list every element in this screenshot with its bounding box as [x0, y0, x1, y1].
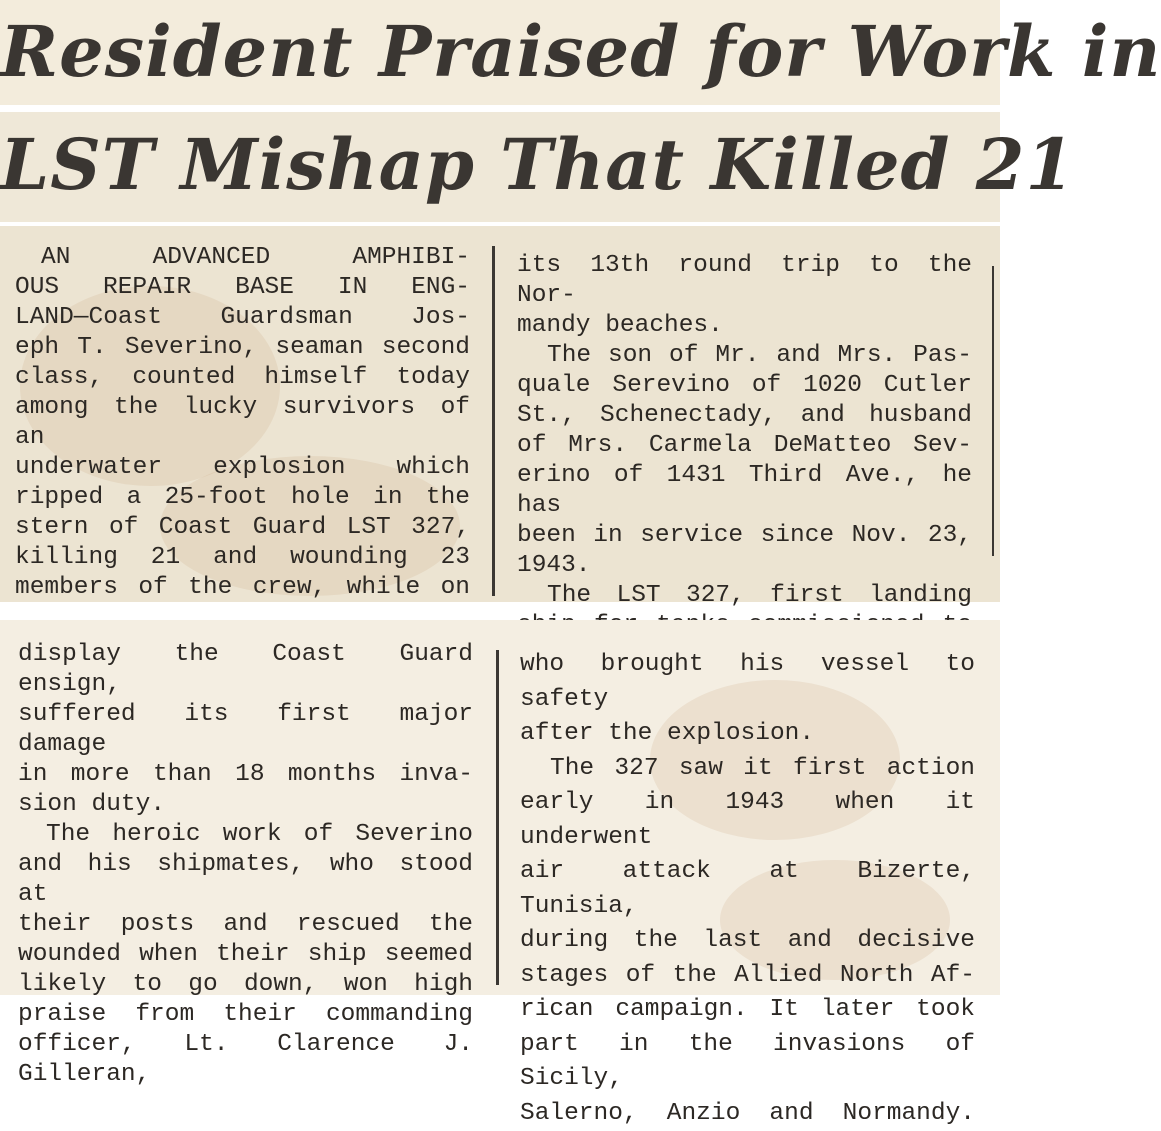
text-line: air attack at Bizerte, Tunisia,: [520, 855, 975, 924]
text-line: underwater explosion which: [15, 453, 470, 483]
text-line: OUS REPAIR BASE IN ENG-: [15, 273, 470, 303]
text-line: erino of 1431 Third Ave., he has: [517, 461, 972, 521]
text-line: class, counted himself today: [15, 363, 470, 393]
text-line: ripped a 25-foot hole in the: [15, 483, 470, 513]
article-column-bottom-left: [18, 640, 473, 1090]
text-line: The LST 327, first landing: [517, 581, 972, 611]
text-line: 1943.: [517, 551, 972, 581]
text-line: LAND—Coast Guardsman Jos-: [15, 303, 470, 333]
text-line: The 327 saw it first action: [520, 752, 975, 787]
text-line: AN ADVANCED AMPHIBI-: [15, 243, 470, 273]
text-line: The son of Mr. and Mrs. Pas-: [517, 341, 972, 371]
article-clipping-bottom: [0, 620, 1000, 995]
column-rule: [492, 246, 495, 596]
text-line: among the lucky survivors of an: [15, 393, 470, 453]
text-line: St., Schenectady, and husband: [517, 401, 972, 431]
text-line: wounded when their ship seemed: [18, 940, 473, 970]
text-line: officer, Lt. Clarence J. Gilleran,: [18, 1030, 473, 1090]
text-line: The heroic work of Severino: [18, 820, 473, 850]
text-line: during the last and decisive: [520, 924, 975, 959]
edge-rule: [992, 266, 994, 556]
text-line: after the explosion.: [520, 717, 975, 752]
text-line: of Mrs. Carmela DeMatteo Sev-: [517, 431, 972, 461]
text-line: and his shipmates, who stood at: [18, 850, 473, 910]
text-line: rican campaign. It later took: [520, 993, 975, 1028]
text-line: likely to go down, won high: [18, 970, 473, 1000]
text-line: sion duty.: [18, 790, 473, 820]
headline-line-1: Resident Praised for Work in: [0, 10, 1000, 94]
text-line: stern of Coast Guard LST 327,: [15, 513, 470, 543]
text-line: eph T. Severino, seaman second: [15, 333, 470, 363]
text-line: Salerno, Anzio and Normandy.: [520, 1097, 975, 1131]
text-line: stages of the Allied North Af-: [520, 959, 975, 994]
text-line: who brought his vessel to safety: [520, 648, 975, 717]
text-line: its 13th round trip to the Nor-: [517, 251, 972, 311]
text-line: display the Coast Guard ensign,: [18, 640, 473, 700]
text-line: mandy beaches.: [517, 311, 972, 341]
text-line: quale Serevino of 1020 Cutler: [517, 371, 972, 401]
text-line: suffered its first major damage: [18, 700, 473, 760]
text-line: been in service since Nov. 23,: [517, 521, 972, 551]
text-line: their posts and rescued the: [18, 910, 473, 940]
article-column-bottom-right: [520, 648, 975, 1131]
text-line: members of the crew, while on: [15, 573, 470, 603]
article-column-top-left: [15, 243, 470, 603]
article-clipping-top: [0, 226, 1000, 602]
text-line: part in the invasions of Sicily,: [520, 1028, 975, 1097]
text-line: in more than 18 months inva-: [18, 760, 473, 790]
text-line: killing 21 and wounding 23: [15, 543, 470, 573]
text-line: praise from their commanding: [18, 1000, 473, 1030]
headline-strip-1: [0, 0, 1000, 105]
headline-strip-2: [0, 112, 1000, 222]
column-rule: [496, 650, 499, 985]
text-line: early in 1943 when it underwent: [520, 786, 975, 855]
article-column-top-right: [517, 251, 972, 641]
headline-line-2: LST Mishap That Killed 21: [0, 120, 1000, 210]
